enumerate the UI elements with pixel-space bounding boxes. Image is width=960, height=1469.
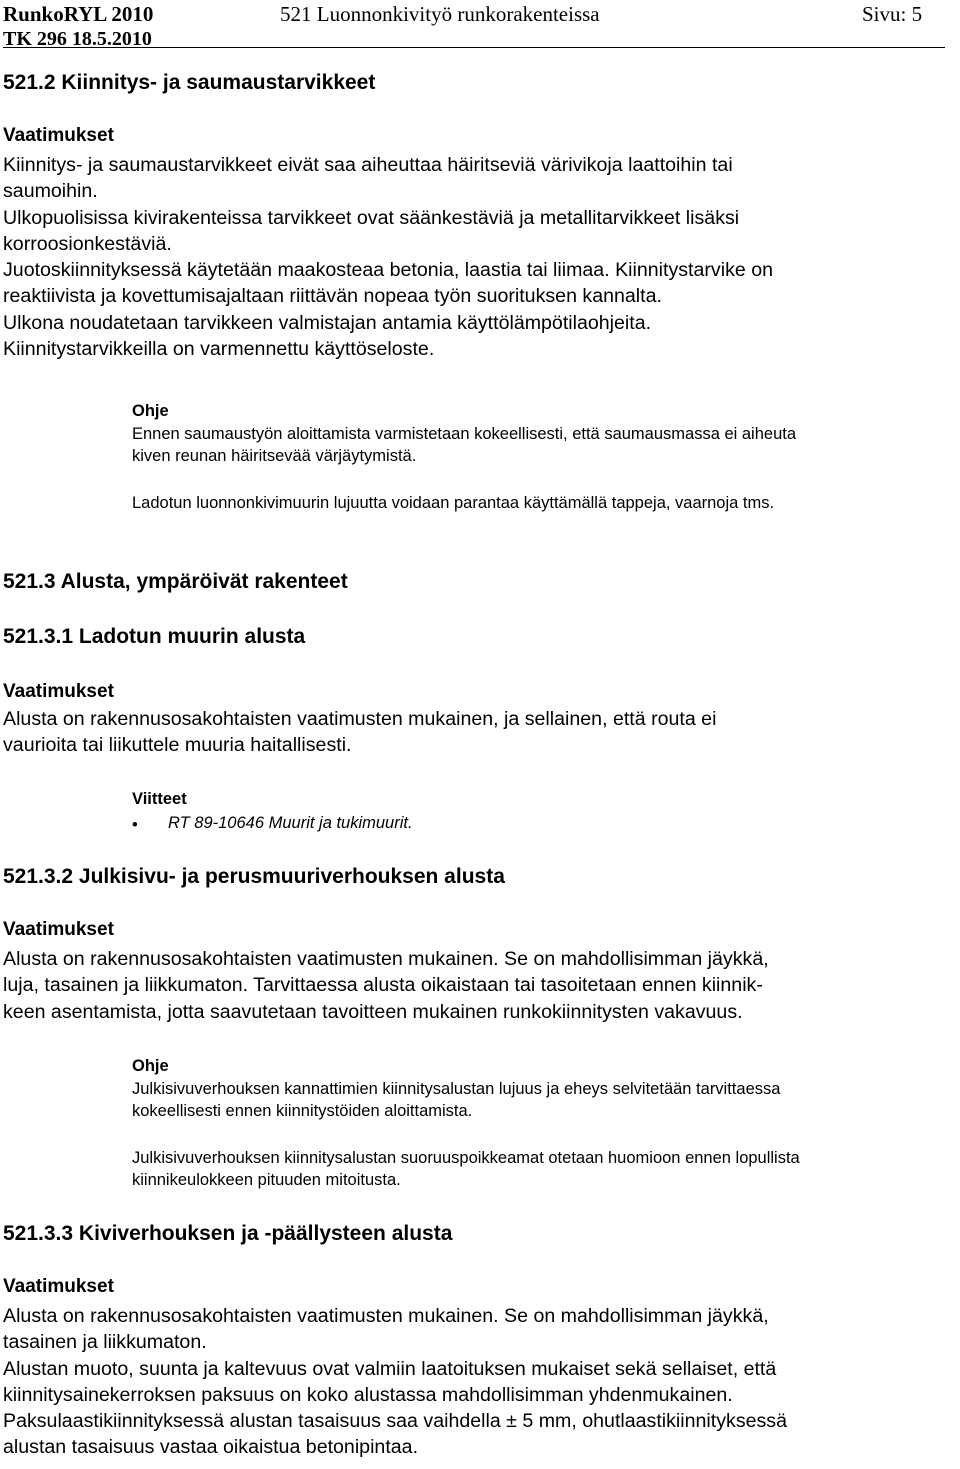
text-line: vaurioita tai liikuttele muuria haitallisesti. — [3, 734, 352, 757]
guide-label: Ohje — [132, 402, 169, 420]
text-line: Ennen saumaustyön aloittamista varmistetaan kokeellisesti, että saumausmassa ei aiheuta — [132, 425, 797, 443]
guide-text — [132, 1078, 780, 1122]
text-line: kokeellisesti ennen kiinnitystöiden aloittamista. — [132, 1102, 473, 1120]
section-heading-521-3-2: 521.3.2 Julkisivu- ja perusmuuriverhouksen alusta — [3, 865, 505, 888]
text-line: kiven reunan häiritsevää värjäytymistä. — [132, 447, 417, 465]
requirements-text — [3, 1303, 787, 1461]
text-line: tasainen ja liikkumaton. — [3, 1331, 207, 1354]
text-line: Kiinnitystarvikkeilla on varmennettu käyttöseloste. — [3, 338, 435, 361]
page-number: Sivu: 5 — [862, 2, 923, 26]
requirements-label: Vaatimukset — [3, 919, 114, 940]
text-line: kiinnikeulokkeen pituuden mitoitusta. — [132, 1171, 401, 1189]
text-line: Kiinnitys- ja saumaustarvikkeet eivät saa aiheuttaa häiritseviä värivikoja laattoihin tai — [3, 154, 733, 176]
text-line: Alustan muoto, suunta ja kaltevuus ovat valmiin laatoituksen mukaiset sekä sellaiset, että — [3, 1357, 777, 1380]
text-line: Julkisivuverhouksen kiinnitysalustan suoruuspoikkeamat otetaan huomioon ennen lopullista — [132, 1149, 800, 1167]
header-rule — [3, 47, 945, 48]
text-line: Alusta on rakennusosakohtaisten vaatimusten mukainen, ja sellainen, että routa ei — [3, 708, 717, 730]
reference-item — [132, 815, 532, 837]
doc-name: RunkoRYL 2010 — [3, 2, 154, 26]
requirements-text — [3, 152, 773, 362]
doc-code: TK 296 18.5.2010 — [3, 28, 152, 50]
guide-text: Ladotun luonnonkivimuurin lujuutta voidaan parantaa käyttämällä tappeja, vaarnoja tms. — [132, 494, 775, 512]
text-line: kiinnitysainekerroksen paksuus on koko alustassa mahdollisimman yhdenmukainen. — [3, 1383, 733, 1406]
text-line: korroosionkestäviä. — [3, 232, 172, 255]
text-line: reaktiivista ja kovettumisajaltaan riittävän nopeaa työn suorituksen kannalta. — [3, 285, 662, 308]
text-line: Ulkona noudatetaan tarvikkeen valmistajan antamia käyttölämpötilaohjeita. — [3, 311, 652, 334]
text-line: keen asentamista, jotta saavutetaan tavoitteen mukainen runkokiinnitysten vakavuus. — [3, 1000, 743, 1023]
requirements-text — [3, 946, 769, 1025]
guide-label: Ohje — [132, 1057, 169, 1075]
text-line: Alusta on rakennusosakohtaisten vaatimusten mukainen. Se on mahdollisimman jäykkä, — [3, 1305, 769, 1327]
text-line: luja, tasainen ja liikkumaton. Tarvittaessa alusta oikaistaan tai tasoitetaan ennen kiinnik- — [3, 974, 763, 997]
section-heading-521-2: 521.2 Kiinnitys- ja saumaustarvikkeet — [3, 71, 376, 94]
guide-text — [132, 1147, 800, 1191]
requirements-label: Vaatimukset — [3, 1276, 114, 1297]
text-line: Ulkopuolisissa kivirakenteissa tarvikkeet ovat säänkestäviä ja metallitarvikkeet lisäksi — [3, 206, 740, 229]
text-line: Julkisivuverhouksen kannattimien kiinnitysalustan lujuus ja eheys selvitetään tarvittaessa — [132, 1080, 781, 1098]
bullet-icon: • — [132, 816, 138, 834]
text-line: saumoihin. — [3, 180, 98, 203]
section-heading-521-3-3: 521.3.3 Kiviverhouksen ja -päällysteen alusta — [3, 1222, 453, 1245]
requirements-label: Vaatimukset — [3, 681, 114, 702]
text-line: Paksulaastikiinnityksessä alustan tasaisuus saa vaihdella ± 5 mm, ohutlaastikiinnityksessä — [3, 1410, 787, 1433]
references-label: Viitteet — [132, 790, 187, 808]
text-line: Juotoskiinnityksessä käytetään maakosteaa betonia, laastia tai liimaa. Kiinnitystarvike on — [3, 259, 774, 282]
section-heading-521-3-1: 521.3.1 Ladotun muurin alusta — [3, 625, 306, 648]
requirements-label: Vaatimukset — [3, 125, 114, 146]
text-line: Alusta on rakennusosakohtaisten vaatimusten mukainen. Se on mahdollisimman jäykkä, — [3, 948, 769, 970]
requirements-text — [3, 706, 716, 759]
chapter-title: 521 Luonnonkivityö runkorakenteissa — [280, 2, 600, 26]
guide-text — [132, 423, 796, 467]
section-heading-521-3: 521.3 Alusta, ympäröivät rakenteet — [3, 570, 348, 593]
reference-text: RT 89-10646 Muurit ja tukimuurit. — [168, 814, 413, 832]
text-line: alustan tasaisuus vastaa oikaistua betonipintaa. — [3, 1436, 419, 1459]
